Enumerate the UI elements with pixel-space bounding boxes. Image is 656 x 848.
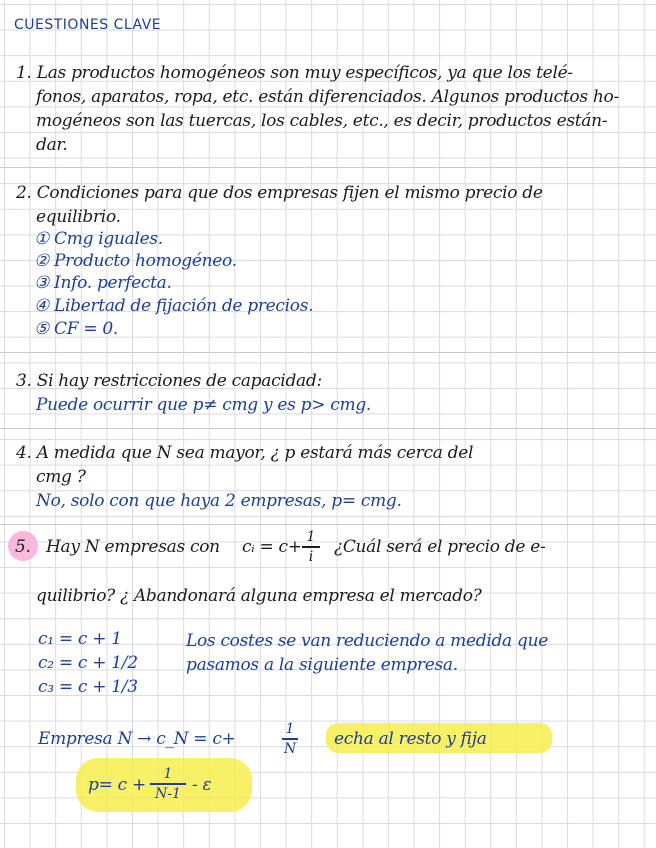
q5-price-rhs: - ε [192,775,212,795]
q2-item-4: ④ Libertad de fijación de precios. [34,296,314,316]
q5-empresa-n: Empresa N → c_N = c+ [38,729,236,749]
q4-line-1: 4. A medida que N sea mayor, ¿ p estará más cerca del [16,443,474,463]
q1-line-1: 1. Las productos homogéneos son muy específicos, ya que los telé- [16,63,573,83]
q5-cost-3: c₃ = c + 1/3 [38,677,138,697]
fraction-denominator: N [283,740,297,757]
q5-number: 5. [15,537,31,557]
q5-cost-1: c₁ = c + 1 [38,629,122,649]
fraction-denominator: N-1 [155,785,181,802]
q5-line-2: quilibrio? ¿ Abandonará alguna empresa el mercado? [36,586,482,606]
q5-cn-fraction [282,722,298,756]
fraction-bar [282,738,298,740]
page-title: CUESTIONES CLAVE [14,17,162,33]
q2-line-1: 2. Condiciones para que dos empresas fijen el mismo precio de [16,183,543,203]
q5-explanation-2: pasamos a la siguiente empresa. [186,655,458,675]
q5-ci-lhs: cᵢ = c+ [242,537,302,557]
separator [0,524,656,525]
separator [0,167,656,168]
q5-price-fraction [150,767,186,801]
fraction-numerator: 1 [285,721,295,737]
fraction-bar [302,546,320,548]
q3-question: 3. Si hay restricciones de capacidad: [16,371,322,391]
q3-answer: Puede ocurrir que p≠ cmg y es p> cmg. [36,395,372,415]
q4-answer: No, solo con que haya 2 empresas, p= cmg. [36,491,402,511]
q5-price-lhs: p= c + [88,775,146,795]
q2-item-3: ③ Info. perfecta. [34,273,172,293]
fraction-numerator: 1 [163,766,173,782]
q5-highlight-text: echa al resto y fija [334,729,487,749]
q5-ci-fraction [302,530,320,564]
separator [0,428,656,429]
q1-line-4: dar. [36,135,68,155]
q5-line-1-end: ¿Cuál será el precio de e- [334,537,546,557]
q2-item-2: ② Producto homogéneo. [34,251,237,271]
q1-line-2: fonos, aparatos, ropa, etc. están diferenciados. Algunos productos ho- [36,87,619,107]
q2-line-2: equilibrio. [36,207,121,227]
q5-cost-2: c₂ = c + 1/2 [38,653,138,673]
q5-line-1-start: Hay N empresas con [46,537,220,557]
fraction-numerator: 1 [306,529,316,545]
q2-item-1: ① Cmg iguales. [34,229,163,249]
q4-line-2: cmg ? [36,467,86,487]
q1-line-3: mogéneos son las tuercas, los cables, etc., es decir, productos están- [36,111,608,131]
fraction-bar [150,783,186,785]
q2-item-5: ⑤ CF = 0. [34,319,119,339]
separator [0,352,656,353]
q5-explanation-1: Los costes se van reduciendo a medida que [186,631,548,651]
fraction-denominator: i [308,548,314,565]
